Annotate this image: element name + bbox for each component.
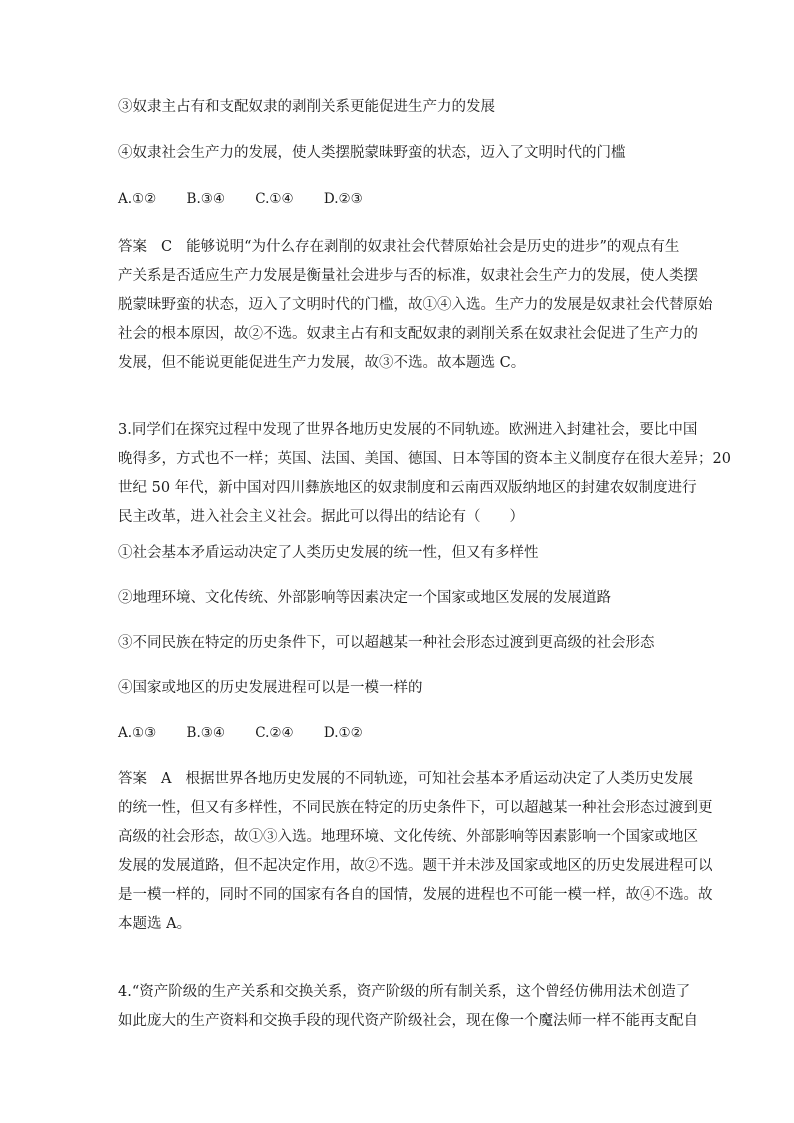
- stem-line: 4.“资产阶级的生产关系和交换关系，资产阶级的所有制关系，这个曾经仿佛用法术创造了: [118, 984, 691, 1000]
- explanation-line: 高级的社会形态，故①③入选。地理环境、文化传统、外部影响等因素影响一个国家或地区: [118, 829, 698, 845]
- choice-d: D.②③: [323, 191, 363, 207]
- q3-option-3: ③不同民族在特定的历史条件下，可以超越某一种社会形态过渡到更高级的社会形态: [118, 635, 655, 651]
- explanation-line: 能够说明“为什么存在剥削的奴隶社会代替原始社会是历史的进步”的观点有生: [186, 239, 680, 255]
- option-4-text: ④奴隶社会生产力的发展，使人类摆脱蒙昧野蛮的状态，迈入了文明时代的门槛: [118, 145, 626, 161]
- question-3-stem: [118, 416, 731, 532]
- answer-letter: A: [161, 771, 172, 787]
- choice-c: C.①④: [255, 191, 294, 207]
- q3-option-4: ④国家或地区的历史发展进程可以是一模一样的: [118, 680, 423, 696]
- explanation-line: 的统一性，但又有多样性，不同民族在特定的历史条件下，可以超越某一种社会形态过渡到更: [118, 800, 713, 816]
- explanation-line: 脱蒙昧野蛮的状态，迈入了文明时代的门槛，故①④入选。生产力的发展是奴隶社会代替原始: [118, 297, 713, 313]
- explanation-line: 本题选 A。: [118, 916, 192, 932]
- answer-line: [118, 765, 713, 794]
- stem-line: 晚得多，方式也不一样；英国、法国、美国、德国、日本等国的资本主义制度存在很大差异；20: [118, 451, 731, 467]
- explanation-line: 根据世界各地历史发展的不同轨迹，可知社会基本矛盾运动决定了人类历史发展: [185, 771, 693, 787]
- choice-c: C.②④: [255, 725, 294, 741]
- explanation-line: 产关系是否适应生产力发展是衡量社会进步与否的标准，奴隶社会生产力的发展，使人类摆: [118, 268, 698, 284]
- stem-line: 世纪 50 年代，新中国对四川彝族地区的奴隶制度和云南西双版纳地区的封建农奴制度进行: [118, 480, 697, 496]
- stem-line: 3.同学们在探究过程中发现了世界各地历史发展的不同轨迹。欧洲进入封建社会，要比中国: [118, 422, 698, 438]
- choice-row-1: [118, 188, 389, 210]
- choice-a: A.①③: [118, 725, 157, 741]
- question-4-stem: [118, 978, 698, 1036]
- stem-line: 如此庞大的生产资料和交换手段的现代资产阶级社会，现在像一个魔法师一样不能再支配自: [118, 1013, 698, 1029]
- answer-label: 答案: [118, 239, 147, 255]
- choice-b: B.③④: [186, 725, 225, 741]
- explanation-line: 是一模一样的，同时不同的国家有各自的国情，发展的进程也不可能一模一样，故④不选。故: [118, 887, 713, 903]
- choice-b: B.③④: [186, 191, 225, 207]
- answer-block-2: [118, 765, 713, 939]
- choice-row-2: [118, 722, 389, 744]
- answer-letter: C: [161, 239, 173, 255]
- answer-block-1: [118, 233, 713, 378]
- answer-label: 答案: [118, 771, 147, 787]
- answer-line: [118, 233, 713, 262]
- stem-line: 民主改革，进入社会主义社会。据此可以得出的结论有（ ）: [118, 509, 524, 525]
- explanation-line: 社会的根本原因，故②不选。奴隶主占有和支配奴隶的剥削关系在奴隶社会促进了生产力的: [118, 326, 698, 342]
- choice-d: D.①②: [323, 725, 363, 741]
- explanation-line: 发展的发展道路，但不起决定作用，故②不选。题干并未涉及国家或地区的历史发展进程可以: [118, 858, 713, 874]
- explanation-line: 发展，但不能说更能促进生产力发展，故③不选。故本题选 C。: [118, 355, 526, 371]
- choice-a: A.①②: [118, 191, 157, 207]
- q3-option-2: ②地理环境、文化传统、外部影响等因素决定一个国家或地区发展的发展道路: [118, 590, 611, 606]
- q3-option-1: ①社会基本矛盾运动决定了人类历史发展的统一性，但又有多样性: [118, 545, 539, 561]
- option-3-text: ③奴隶主占有和支配奴隶的剥削关系更能促进生产力的发展: [118, 99, 495, 115]
